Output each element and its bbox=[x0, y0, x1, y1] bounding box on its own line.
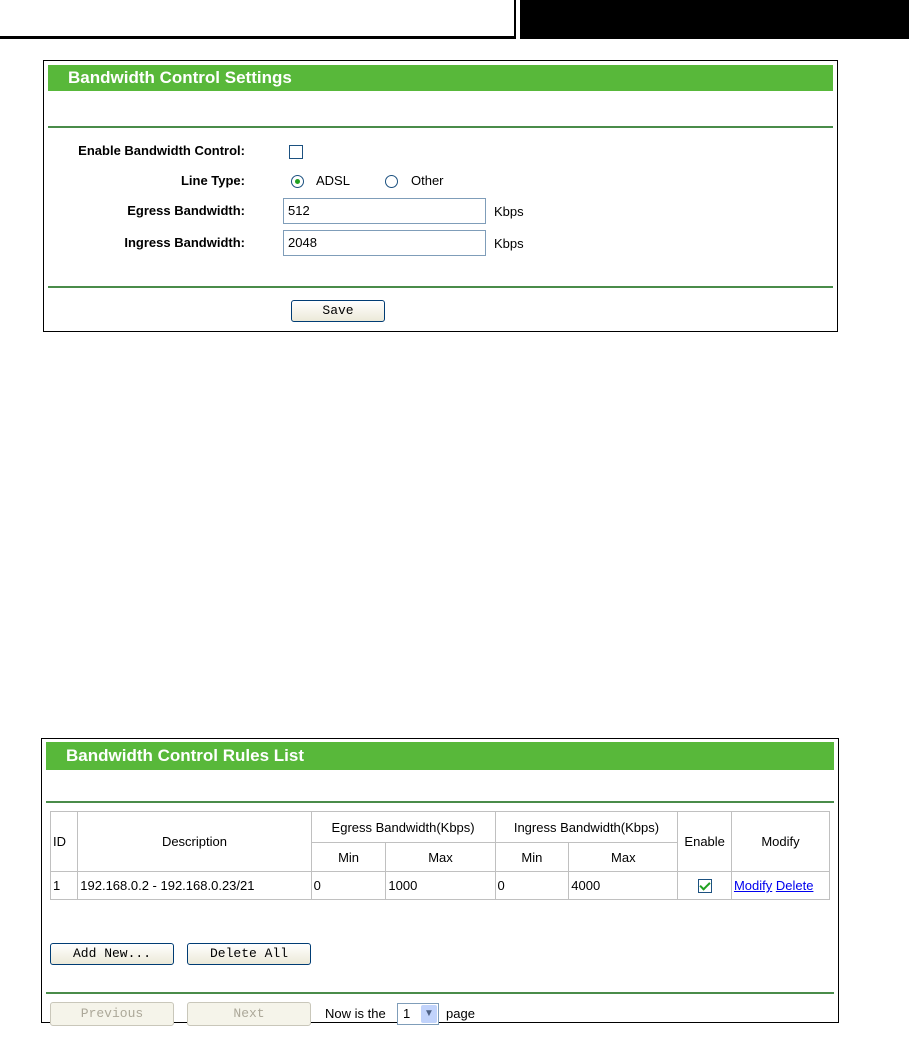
ingress-unit: Kbps bbox=[494, 236, 524, 251]
line-type-label: Line Type: bbox=[180, 173, 245, 188]
egress-unit: Kbps bbox=[494, 204, 524, 219]
row-egress-max: 1000 bbox=[386, 872, 495, 900]
line-type-other-radio[interactable] bbox=[385, 175, 398, 188]
delete-all-button[interactable]: Delete All bbox=[187, 943, 311, 965]
row-ingress-max: 4000 bbox=[569, 872, 678, 900]
header-divider bbox=[514, 0, 516, 38]
bandwidth-rules-panel bbox=[41, 738, 839, 1023]
rules-bottom-rule bbox=[46, 992, 834, 994]
row-id: 1 bbox=[51, 872, 78, 900]
row-enable-cell bbox=[678, 872, 732, 900]
bandwidth-settings-panel bbox=[43, 60, 838, 332]
add-new-button[interactable]: Add New... bbox=[50, 943, 174, 965]
row-egress-min: 0 bbox=[311, 872, 386, 900]
page-suffix-label: page bbox=[446, 1006, 475, 1021]
row-modify-cell bbox=[731, 872, 829, 900]
page-select[interactable] bbox=[397, 1003, 439, 1025]
header-id: ID bbox=[51, 812, 78, 872]
header-modify: Modify bbox=[731, 812, 829, 872]
settings-top-rule bbox=[48, 126, 833, 128]
header-ingress-max: Max bbox=[569, 843, 678, 872]
previous-button[interactable]: Previous bbox=[50, 1002, 174, 1026]
line-type-adsl-radio[interactable] bbox=[291, 175, 304, 188]
table-row bbox=[51, 872, 830, 900]
line-type-other-label: Other bbox=[411, 173, 444, 188]
rules-top-rule bbox=[46, 801, 834, 803]
egress-bandwidth-input[interactable]: 512 bbox=[283, 198, 486, 224]
next-button[interactable]: Next bbox=[187, 1002, 311, 1026]
header-egress-max: Max bbox=[386, 843, 495, 872]
line-type-adsl-label: ADSL bbox=[316, 173, 350, 188]
header-ingress-min: Min bbox=[495, 843, 569, 872]
ingress-bandwidth-label: Ingress Bandwidth: bbox=[124, 235, 245, 250]
header-egress-min: Min bbox=[311, 843, 386, 872]
page-select-value: 1 bbox=[403, 1006, 411, 1021]
rules-table bbox=[50, 811, 830, 900]
settings-bottom-rule bbox=[48, 286, 833, 288]
delete-link[interactable]: Delete bbox=[775, 878, 814, 893]
header-description: Description bbox=[78, 812, 311, 872]
enable-bandwidth-checkbox[interactable] bbox=[289, 145, 303, 159]
header-enable: Enable bbox=[678, 812, 732, 872]
row-ingress-min: 0 bbox=[495, 872, 569, 900]
header-rule bbox=[0, 36, 516, 39]
settings-title: Bandwidth Control Settings bbox=[48, 65, 833, 91]
header-dark-block bbox=[520, 0, 909, 39]
page-header bbox=[0, 0, 909, 40]
header-ingress: Ingress Bandwidth(Kbps) bbox=[495, 812, 678, 843]
enable-bandwidth-label: Enable Bandwidth Control: bbox=[78, 143, 245, 158]
modify-link[interactable]: Modify bbox=[733, 878, 773, 893]
ingress-bandwidth-input[interactable]: 2048 bbox=[283, 230, 486, 256]
chevron-down-icon: ▼ bbox=[421, 1005, 437, 1023]
egress-bandwidth-label: Egress Bandwidth: bbox=[127, 203, 245, 218]
rules-title: Bandwidth Control Rules List bbox=[46, 742, 834, 770]
now-is-the-label: Now is the bbox=[325, 1006, 386, 1021]
row-description: 192.168.0.2 - 192.168.0.23/21 bbox=[78, 872, 311, 900]
row-enable-checkbox[interactable] bbox=[698, 879, 712, 893]
save-button[interactable]: Save bbox=[291, 300, 385, 322]
header-egress: Egress Bandwidth(Kbps) bbox=[311, 812, 495, 843]
